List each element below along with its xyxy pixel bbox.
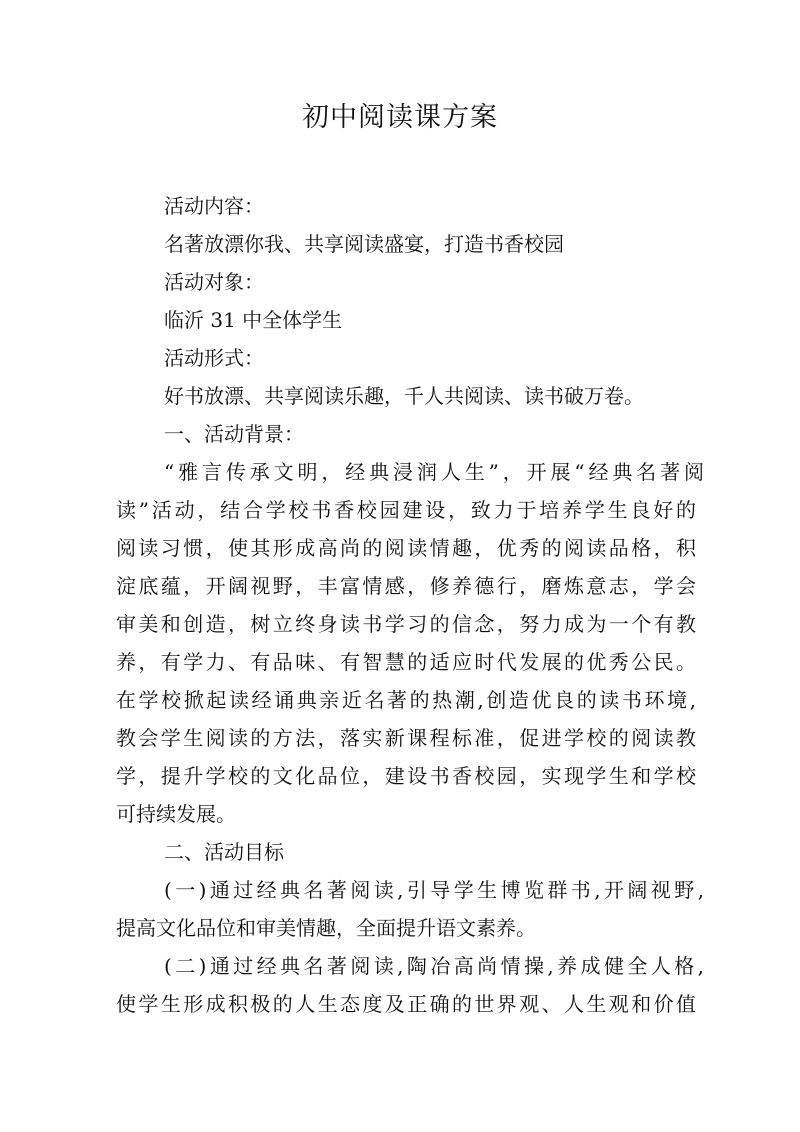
text-line: 读”活动，结合学校书香校园建设，致力于培养学生良好的 xyxy=(116,498,696,522)
text-line: 名著放漂你我、共享阅读盛宴，打造书香校园 xyxy=(164,232,564,256)
text-line: 临沂 31 中全体学生 xyxy=(164,308,343,332)
text-line: 好书放漂、共享阅读乐趣，千人共阅读、读书破万卷。 xyxy=(164,384,644,408)
text-line: 教会学生阅读的方法，落实新课程标准，促进学校的阅读教 xyxy=(116,726,696,750)
text-line: 养，有学力、有品味、有智慧的适应时代发展的优秀公民。 xyxy=(116,650,696,674)
text-line: “雅言传承文明，经典浸润人生”，开展“经典名著阅 xyxy=(164,460,704,484)
text-line: 提高文化品位和审美情趣，全面提升语文素养。 xyxy=(116,916,536,940)
text-line: 阅读习惯，使其形成高尚的阅读情趣，优秀的阅读品格，积 xyxy=(116,536,696,560)
section-heading: 一、活动背景： xyxy=(164,422,304,446)
text-line: 审美和创造，树立终身读书学习的信念，努力成为一个有教 xyxy=(116,612,696,636)
section-heading: 二、活动目标 xyxy=(164,840,284,864)
text-line: 活动内容： xyxy=(164,194,264,218)
text-line: (二)通过经典名著阅读,陶冶高尚情操,养成健全人格, xyxy=(164,954,704,978)
text-line: 活动形式： xyxy=(164,346,264,370)
text-line: 使学生形成积极的人生态度及正确的世界观、人生观和价值 xyxy=(116,992,696,1016)
text-line: 学，提升学校的文化品位，建设书香校园，实现学生和学校 xyxy=(116,764,696,788)
document-title: 初中阅读课方案 xyxy=(302,102,498,133)
text-line: 可持续发展。 xyxy=(116,802,236,826)
text-line: 在学校掀起读经诵典亲近名著的热潮,创造优良的读书环境, xyxy=(116,688,696,712)
text-line: 活动对象： xyxy=(164,270,264,294)
text-line: 淀底蕴，开阔视野，丰富情感，修养德行，磨炼意志，学会 xyxy=(116,574,696,598)
text-line: (一)通过经典名著阅读,引导学生博览群书,开阔视野, xyxy=(164,878,704,902)
